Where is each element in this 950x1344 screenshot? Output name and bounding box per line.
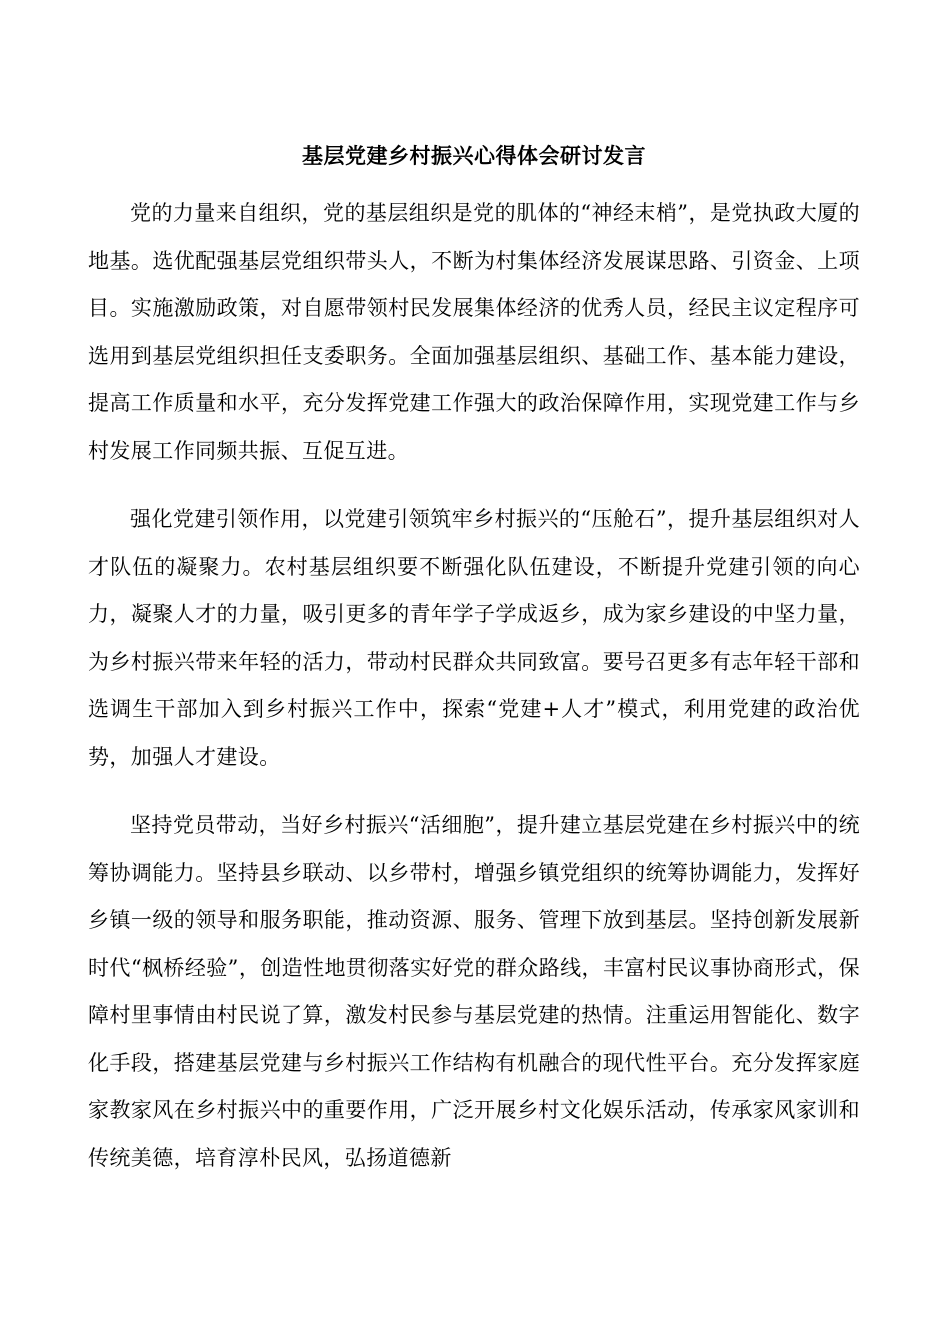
paragraph-1: 党的力量来自组织，党的基层组织是党的肌体的“神经末梢”，是党执政大厦的地基。选优配强基层党组织带头人，不断为村集体经济发展谋思路、引资金、上项目。实施激励政策，对自愿带领村民发展集体经济的优秀人员，经民主议定程序可选用到基层党组织担任支委职务。全面加强基层组织、基础工作、基本能力建设，提高工作质量和水平，充分发挥党建工作强大的政治保障作用，实现党建工作与乡村发展工作同频共振、互促互进。 [88,201,860,463]
paragraph-3: 坚持党员带动，当好乡村振兴“活细胞”，提升建立基层党建在乡村振兴中的统筹协调能力。坚持县乡联动、以乡带村，增强乡镇党组织的统筹协调能力，发挥好乡镇一级的领导和服务职能，推动资源、服务、管理下放到基层。坚持创新发展新时代“枫桥经验”，创造性地贯彻落实好党的群众路线，丰富村民议事协商形式，保障村里事情由村民说了算，激发村民参与基层党建的热情。注重运用智能化、数字化手段，搭建基层党建与乡村振兴工作结构有机融合的现代性平台。充分发挥家庭家教家风在乡村振兴中的重要作用，广泛开展乡村文化娱乐活动，传承家风家训和传统美德，培育淳朴民风，弘扬道德新 [88,813,860,1170]
document-title: 基层党建乡村振兴心得体会研讨发言 [302,143,646,168]
paragraph-2: 强化党建引领作用，以党建引领筑牢乡村振兴的“压舱石”，提升基层组织对人才队伍的凝聚力。农村基层组织要不断强化队伍建设，不断提升党建引领的向心力，凝聚人才的力量，吸引更多的青年学子学成返乡，成为家乡建设的中坚力量，为乡村振兴带来年轻的活力，带动村民群众共同致富。要号召更多有志年轻干部和选调生干部加入到乡村振兴工作中，探索“党建+人才”模式，利用党建的政治优势，加强人才建设。 [88,507,860,769]
document-body [88,190,860,1203]
